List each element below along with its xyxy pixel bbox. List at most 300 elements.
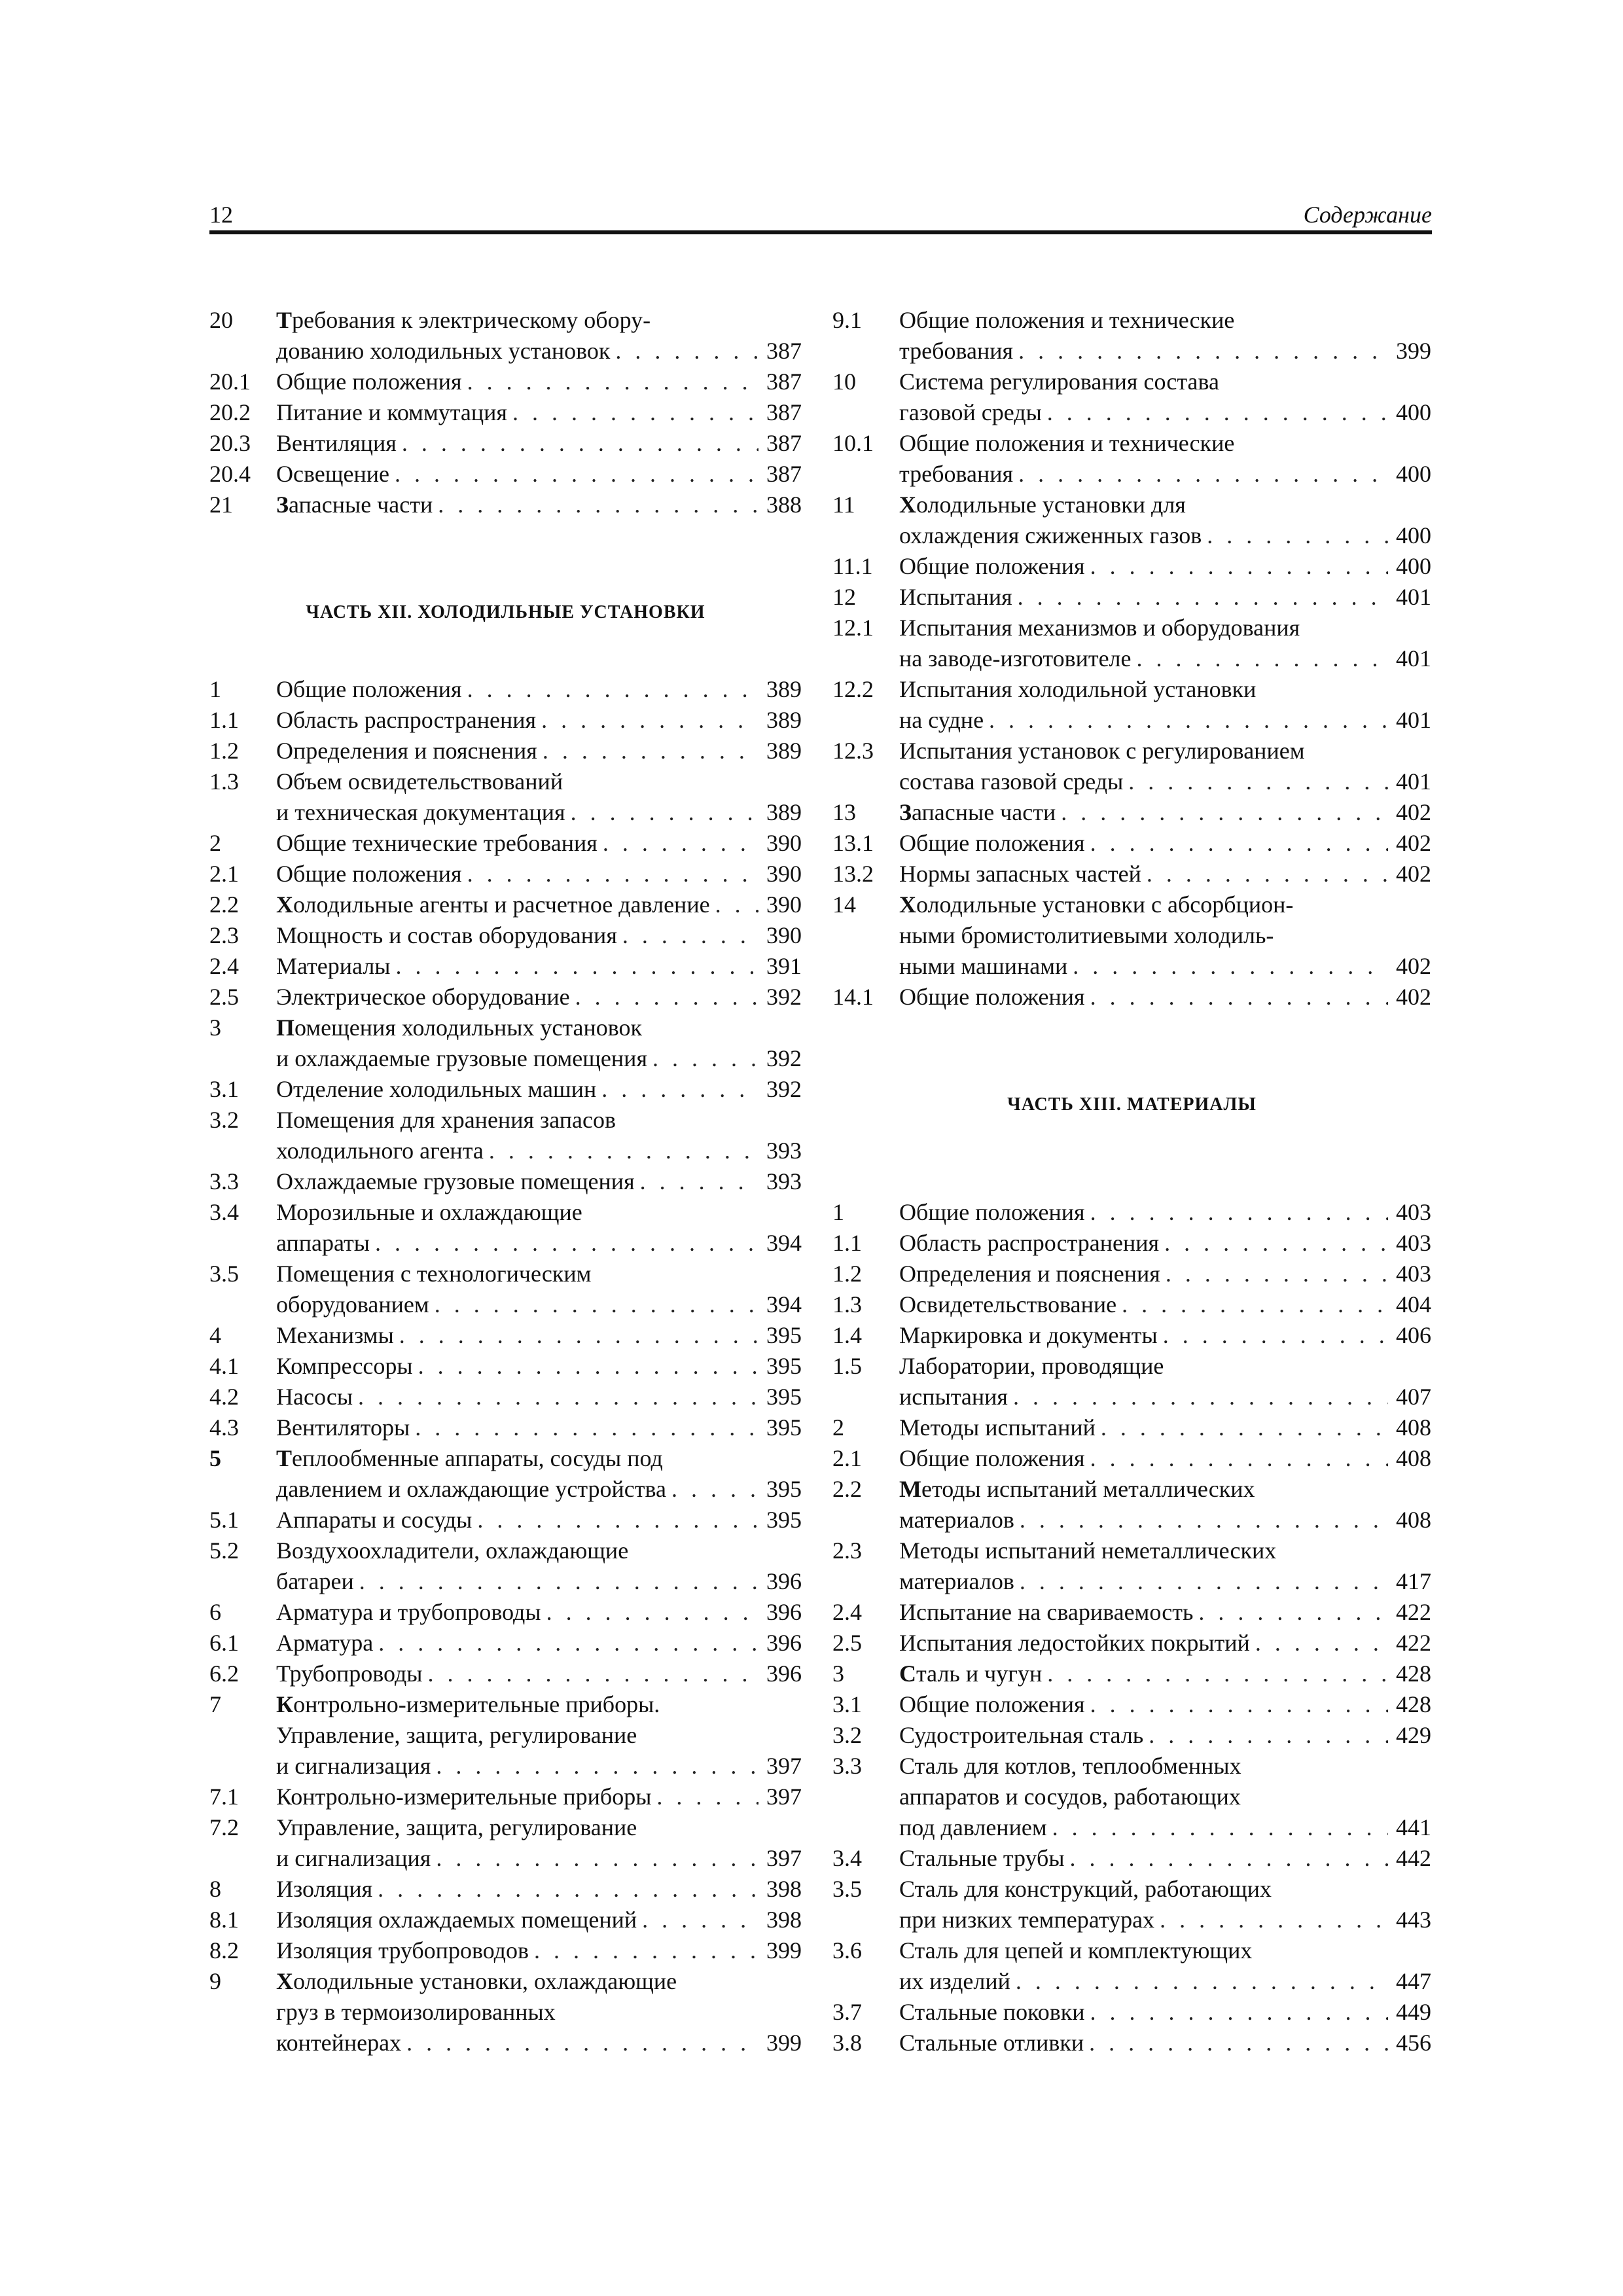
- toc-entry-page: 390: [766, 891, 802, 918]
- toc-entry[interactable]: [832, 982, 1431, 1013]
- toc-leader-dots: [570, 982, 758, 1013]
- toc-entry-text: Методы испытаний металлических: [899, 1476, 1255, 1502]
- toc-entry-page: 398: [766, 1907, 802, 1933]
- toc-entry-page: 391: [766, 953, 802, 979]
- toc-entry-title-line: [899, 1874, 1388, 1905]
- toc-entry-text: Общие положения: [899, 984, 1085, 1010]
- toc-entry-number: 1: [209, 676, 221, 702]
- toc-entry-title-line: [276, 1905, 758, 1935]
- toc-entry-number: 2: [209, 830, 221, 856]
- initial-letter: З: [276, 492, 289, 518]
- toc-entry-page: 395: [766, 1353, 802, 1379]
- toc-entry[interactable]: [209, 1812, 802, 1874]
- toc-leader-dots: [1202, 520, 1388, 551]
- toc-entry-title: [276, 1689, 758, 1782]
- toc-entry[interactable]: [209, 920, 802, 951]
- toc-entry[interactable]: [209, 1320, 802, 1351]
- toc-entry-text: и охлаждаемые грузовые помещения: [276, 1045, 647, 1071]
- toc-leader-dots: [1085, 1443, 1388, 1474]
- toc-entry-number: 4.1: [209, 1353, 239, 1379]
- toc-entry-text: материалов: [899, 1568, 1014, 1594]
- toc-leader-dots: [462, 367, 758, 397]
- toc-entry[interactable]: [832, 1197, 1431, 1228]
- toc-entry-title: [276, 305, 758, 367]
- toc-entry-text: и техническая документация: [276, 799, 565, 825]
- toc-entry[interactable]: [209, 1689, 802, 1782]
- toc-entry-page: 401: [1396, 584, 1431, 610]
- toc-leader-dots: [1084, 2028, 1388, 2058]
- toc-entry[interactable]: [832, 613, 1431, 674]
- toc-entry-number: 5.1: [209, 1507, 239, 1533]
- toc-entry-title-line: [276, 1874, 758, 1905]
- toc-entry-title: [276, 1166, 758, 1197]
- toc-entry-title-line: [276, 920, 758, 951]
- toc-entry[interactable]: [209, 982, 802, 1013]
- toc-entry-title-line: [899, 2028, 1388, 2058]
- toc-entry-number: 11: [832, 492, 855, 518]
- toc-entry[interactable]: [832, 1628, 1431, 1659]
- toc-entry-title-line: [276, 1628, 758, 1659]
- toc-entry[interactable]: [209, 1628, 802, 1659]
- toc-entry-text: Область распространения: [276, 707, 537, 733]
- toc-entry[interactable]: [209, 1197, 802, 1259]
- initial-letter: С: [899, 1660, 916, 1687]
- toc-entry-text: охлаждения сжиженных газов: [899, 522, 1202, 548]
- toc-entry[interactable]: [832, 1289, 1431, 1320]
- toc-entry[interactable]: [209, 828, 802, 859]
- toc-entry-page: 429: [1396, 1722, 1431, 1748]
- toc-entry[interactable]: [832, 797, 1431, 828]
- toc-entry[interactable]: [209, 397, 802, 428]
- toc-entry[interactable]: [832, 1935, 1431, 1997]
- toc-entry[interactable]: [209, 1382, 802, 1412]
- toc-entry-number: 3.8: [832, 2030, 862, 2056]
- toc-entry[interactable]: [832, 1535, 1431, 1597]
- toc-entry-text: Общие положения: [899, 1445, 1085, 1471]
- spacer: [832, 1136, 1431, 1197]
- toc-entry-title: [899, 551, 1388, 582]
- toc-entry[interactable]: [832, 305, 1431, 367]
- header-rule: [209, 230, 1432, 234]
- toc-entry-title: [276, 1905, 758, 1935]
- running-head: Содержание: [1303, 202, 1432, 228]
- toc-leader-dots: [1085, 828, 1388, 859]
- toc-entry-page: 456: [1396, 2030, 1431, 2056]
- toc-entry-title-line: [899, 551, 1388, 582]
- toc-entry-title-line: [276, 1597, 758, 1628]
- toc-entry-page: 387: [766, 338, 802, 364]
- toc-entry-text: Воздухоохладители, охлаждающие: [276, 1537, 629, 1564]
- toc-entry-text: Общие положения: [899, 1691, 1085, 1717]
- toc-part12-block: [209, 674, 802, 2058]
- toc-entry-page: 447: [1396, 1968, 1431, 1994]
- toc-entry-number: 5: [209, 1445, 221, 1471]
- toc-entry-title-line: [899, 736, 1388, 766]
- toc-entry-page: 443: [1396, 1907, 1431, 1933]
- toc-entry-title-line: [899, 797, 1388, 828]
- toc-entry-title-line: [276, 1197, 758, 1228]
- initial-letter: Х: [276, 891, 293, 918]
- toc-entry-title: [276, 1197, 758, 1259]
- toc-entry-title: [276, 1320, 758, 1351]
- toc-entry[interactable]: [832, 1997, 1431, 2028]
- toc-right-column: [832, 305, 1431, 2058]
- toc-entry-text: Помещения для хранения запасов: [276, 1107, 616, 1133]
- toc-leader-dots: [354, 1566, 758, 1597]
- toc-entry[interactable]: [832, 582, 1431, 613]
- toc-entry[interactable]: [209, 1905, 802, 1935]
- toc-entry-title-line: [899, 1659, 1388, 1689]
- toc-entry[interactable]: [209, 1597, 802, 1628]
- toc-entry-title-line: [276, 1966, 758, 1997]
- toc-entry-page: 428: [1396, 1660, 1431, 1687]
- toc-entry[interactable]: [209, 367, 802, 397]
- toc-entry-page: 402: [1396, 799, 1431, 825]
- toc-entry-text: Стальные трубы: [899, 1845, 1065, 1871]
- toc-leader-dots: [666, 1474, 758, 1505]
- toc-leader-dots: [370, 1228, 758, 1259]
- toc-entry-title-line: [899, 705, 1388, 736]
- toc-entry[interactable]: [832, 1351, 1431, 1412]
- toc-leader-dots: [1065, 1843, 1388, 1874]
- initial-letter: М: [899, 1476, 921, 1502]
- toc-entry[interactable]: [832, 490, 1431, 551]
- toc-entry-text: Маркировка и документы: [899, 1322, 1158, 1348]
- toc-leader-dots: [413, 1351, 758, 1382]
- toc-entry[interactable]: [209, 1013, 802, 1074]
- toc-entry-title: [899, 305, 1388, 367]
- toc-entry-text: Общие положения: [899, 830, 1085, 856]
- toc-entry[interactable]: [209, 1074, 802, 1105]
- toc-entry-text: Вентиляция: [276, 430, 397, 456]
- toc-entry-title-line: [276, 428, 758, 459]
- toc-leader-dots: [984, 705, 1388, 736]
- toc-entry[interactable]: [832, 1659, 1431, 1689]
- toc-entry-number: 20.2: [209, 399, 251, 425]
- page-number: 12: [209, 202, 233, 228]
- toc-entry-number: 3.1: [209, 1076, 239, 1102]
- toc-entry-text: Стальные отливки: [899, 2030, 1084, 2056]
- toc-entry-text: оборудованием: [276, 1291, 429, 1318]
- toc-leader-dots: [1132, 643, 1389, 674]
- toc-leader-dots: [637, 1905, 758, 1935]
- toc-entry-title-line: [899, 1228, 1388, 1259]
- toc-entry-number: 2.2: [832, 1476, 862, 1502]
- toc-entry-title: [899, 1843, 1388, 1874]
- toc-leader-dots: [433, 490, 758, 520]
- toc-entry-title: [899, 674, 1388, 736]
- toc-leader-dots: [394, 1320, 758, 1351]
- toc-entry[interactable]: [209, 490, 802, 520]
- toc-leader-dots: [541, 1597, 758, 1628]
- toc-leader-dots: [1085, 551, 1388, 582]
- toc-entry[interactable]: [832, 367, 1431, 428]
- toc-entry-text: груз в термоизолированных: [276, 1999, 556, 2025]
- toc-leader-dots: [389, 459, 758, 490]
- toc-entry-number: 7.2: [209, 1814, 239, 1840]
- toc-entry-text: Изоляция: [276, 1876, 373, 1902]
- toc-entry-title: [276, 1812, 758, 1874]
- toc-entry-number: 3.2: [832, 1722, 862, 1748]
- toc-entry-text: Трубопроводы: [276, 1660, 423, 1687]
- toc-entry-number: 8.2: [209, 1937, 239, 1964]
- toc-entry-page: 392: [766, 984, 802, 1010]
- toc-entry-number: 2.4: [209, 953, 239, 979]
- toc-entry[interactable]: [832, 2028, 1431, 2058]
- toc-entry-title-line: [899, 459, 1388, 490]
- toc-entry[interactable]: [832, 1228, 1431, 1259]
- toc-entry-title-line: [276, 1659, 758, 1689]
- toc-leader-dots: [1010, 1966, 1388, 1997]
- toc-entry-title-line: [276, 1074, 758, 1105]
- toc-entry[interactable]: [209, 1874, 802, 1905]
- toc-entry-title-line: [276, 1043, 758, 1074]
- toc-entry-title-line: [276, 1382, 758, 1412]
- toc-entry-text: Освидетельствование: [899, 1291, 1117, 1318]
- toc-entry-title: [899, 1720, 1388, 1751]
- toc-entry[interactable]: [832, 1320, 1431, 1351]
- toc-entry-text: требования: [899, 338, 1014, 364]
- toc-entry-text: Испытания: [899, 584, 1012, 610]
- toc-entry-text: Определения и пояснения: [276, 738, 537, 764]
- toc-entry-title-line: [276, 1935, 758, 1966]
- toc-entry[interactable]: [832, 736, 1431, 797]
- toc-leader-dots: [1042, 1659, 1388, 1689]
- toc-entry[interactable]: [832, 1720, 1431, 1751]
- toc-entry-number: 4.3: [209, 1414, 239, 1441]
- toc-entry-title-line: [276, 889, 758, 920]
- toc-entry-text: Испытания механизмов и оборудования: [899, 615, 1300, 641]
- toc-entry-title: [899, 982, 1388, 1013]
- toc-entry-title-line: [899, 1905, 1388, 1935]
- toc-entry[interactable]: [209, 1166, 802, 1197]
- toc-entry[interactable]: [209, 305, 802, 367]
- toc-entry-number: 2.2: [209, 891, 239, 918]
- toc-entry[interactable]: [209, 1659, 802, 1689]
- toc-entry-title: [899, 1751, 1388, 1843]
- toc-entry-text: на заводе-изготовителе: [899, 645, 1132, 672]
- toc-entry-title: [899, 582, 1388, 613]
- toc-entry-title-line: [899, 397, 1388, 428]
- toc-entry-number: 12.1: [832, 615, 874, 641]
- toc-entry-text: Общие технические требования: [276, 830, 597, 856]
- toc-entry[interactable]: [209, 459, 802, 490]
- toc-entry[interactable]: [832, 889, 1431, 982]
- toc-entry[interactable]: [209, 674, 802, 705]
- toc-entry[interactable]: [832, 1474, 1431, 1535]
- toc-entry-number: 2: [832, 1414, 844, 1441]
- toc-entry[interactable]: [209, 1259, 802, 1320]
- toc-entry[interactable]: [832, 828, 1431, 859]
- toc-leader-dots: [1042, 397, 1388, 428]
- toc-entry[interactable]: [209, 1105, 802, 1166]
- toc-leader-dots: [1123, 766, 1388, 797]
- toc-entry-number: 3.3: [209, 1168, 239, 1194]
- initial-letter: Т: [276, 1445, 293, 1471]
- toc-leader-dots: [1085, 1197, 1388, 1228]
- toc-entry[interactable]: [209, 1505, 802, 1535]
- toc-entry-title: [899, 1535, 1388, 1597]
- toc-entry-title-line: [899, 1443, 1388, 1474]
- toc-entry[interactable]: [209, 889, 802, 920]
- toc-entry-title-line: [899, 1505, 1388, 1535]
- toc-entry-title-line: [276, 859, 758, 889]
- toc-entry-title-line: [899, 1382, 1388, 1412]
- toc-entry-page: 389: [766, 676, 802, 702]
- toc-entry-title-line: [899, 859, 1388, 889]
- toc-leader-dots: [401, 2028, 758, 2058]
- toc-entry[interactable]: [209, 766, 802, 828]
- toc-entry[interactable]: [832, 1412, 1431, 1443]
- toc-entry-text: Питание и коммутация: [276, 399, 507, 425]
- toc-entry[interactable]: [832, 428, 1431, 490]
- toc-entry[interactable]: [832, 1597, 1431, 1628]
- toc-entry[interactable]: [209, 1535, 802, 1597]
- toc-entry-title-line: [276, 1812, 758, 1843]
- toc-entry-title-line: [899, 1197, 1388, 1228]
- toc-entry-number: 9: [209, 1968, 221, 1994]
- toc-entry-number: 3.7: [832, 1999, 862, 2025]
- toc-leader-dots: [397, 428, 758, 459]
- toc-leader-dots: [647, 1043, 758, 1074]
- toc-entry-title: [276, 951, 758, 982]
- toc-entry[interactable]: [832, 1874, 1431, 1935]
- toc-entry-title-line: [899, 613, 1388, 643]
- toc-entry-title-line: [276, 367, 758, 397]
- toc-leader-dots: [1013, 336, 1388, 367]
- toc-entry-number: 12: [832, 584, 856, 610]
- toc-entry[interactable]: [209, 428, 802, 459]
- toc-entry-title-line: [899, 1782, 1388, 1812]
- toc-entry-text: холодильного агента: [276, 1138, 484, 1164]
- toc-entry-page: 396: [766, 1599, 802, 1625]
- toc-entry-title-line: [899, 1935, 1388, 1966]
- toc-entry-number: 1: [832, 1199, 844, 1225]
- toc-entry[interactable]: [832, 1443, 1431, 1474]
- toc-entry-title-line: [276, 1782, 758, 1812]
- toc-entry-title: [899, 1197, 1388, 1228]
- toc-entry-number: 1.1: [832, 1230, 862, 1256]
- toc-entry-page: 387: [766, 461, 802, 487]
- toc-leader-dots: [431, 1843, 758, 1874]
- toc-entry-page: 406: [1396, 1322, 1431, 1348]
- toc-entry[interactable]: [209, 859, 802, 889]
- toc-entry[interactable]: [832, 1689, 1431, 1720]
- toc-entry-title-line: [899, 643, 1388, 674]
- toc-leader-dots: [429, 1289, 758, 1320]
- toc-entry-title: [276, 1782, 758, 1812]
- toc-leader-dots: [1193, 1597, 1388, 1628]
- toc-leader-dots: [597, 828, 758, 859]
- toc-entry-title-line: [899, 305, 1388, 336]
- toc-entry-text: материалов: [899, 1507, 1014, 1533]
- toc-leader-dots: [1014, 1566, 1388, 1597]
- toc-entry-text: испытания: [899, 1384, 1008, 1410]
- toc-entry[interactable]: [209, 736, 802, 766]
- toc-entry[interactable]: [832, 551, 1431, 582]
- toc-leader-dots: [1012, 582, 1388, 613]
- toc-entry[interactable]: [209, 1935, 802, 1966]
- toc-entry-number: 3.5: [209, 1261, 239, 1287]
- toc-entry-title: [899, 1443, 1388, 1474]
- toc-leader-dots: [1014, 1505, 1388, 1535]
- toc-entry-text: Отделение холодильных машин: [276, 1076, 597, 1102]
- toc-entry-text: аппараты: [276, 1230, 370, 1256]
- toc-entry-title: [276, 459, 758, 490]
- spacer: [209, 520, 802, 582]
- toc-entry[interactable]: [832, 859, 1431, 889]
- toc-entry-number: 13: [832, 799, 856, 825]
- toc-entry-title: [899, 1474, 1388, 1535]
- toc-entry-number: 2.4: [832, 1599, 862, 1625]
- toc-entry-text: ными машинами: [899, 953, 1068, 979]
- toc-entry[interactable]: [209, 951, 802, 982]
- toc-entry[interactable]: [209, 1782, 802, 1812]
- toc-entry-number: 21: [209, 492, 233, 518]
- toc-entry-page: 397: [766, 1845, 802, 1871]
- toc-entry-title-line: [276, 1166, 758, 1197]
- toc-entry-title-line: [899, 1474, 1388, 1505]
- toc-entry-title-line: [276, 736, 758, 766]
- toc-entry-number: 2.1: [832, 1445, 862, 1471]
- toc-entry-text: Определения и пояснения: [899, 1261, 1160, 1287]
- toc-entry-text: Испытания холодильной установки: [899, 676, 1257, 702]
- toc-leader-dots: [1013, 459, 1388, 490]
- toc-entry-page: 400: [1396, 461, 1431, 487]
- toc-leader-dots: [1067, 951, 1388, 982]
- toc-entry-title: [899, 828, 1388, 859]
- toc-entry-page: 395: [766, 1476, 802, 1502]
- toc-entry-page: 403: [1396, 1261, 1431, 1287]
- toc-entry-title: [276, 1659, 758, 1689]
- toc-entry[interactable]: [209, 1443, 802, 1505]
- toc-entry-title: [899, 1689, 1388, 1720]
- toc-entry[interactable]: [832, 1843, 1431, 1874]
- initial-letter: Т: [276, 307, 293, 333]
- toc-entry-text: Холодильные агенты и расчетное давление: [276, 891, 710, 918]
- toc-entry-title-line: [276, 797, 758, 828]
- toc-entry[interactable]: [209, 1351, 802, 1382]
- toc-entry-number: 5.2: [209, 1537, 239, 1564]
- toc-entry[interactable]: [209, 1966, 802, 2058]
- toc-entry-title-line: [899, 1289, 1388, 1320]
- toc-entry-text: Освещение: [276, 461, 389, 487]
- toc-entry-title: [899, 1935, 1388, 1997]
- toc-entry[interactable]: [832, 1751, 1431, 1843]
- toc-entry-number: 1.3: [209, 768, 239, 795]
- toc-entry-number: 6.1: [209, 1630, 239, 1656]
- toc-entry-title-line: [276, 705, 758, 736]
- toc-entry-number: 10: [832, 368, 856, 395]
- toc-entry-title: [276, 1412, 758, 1443]
- toc-entry-page: 402: [1396, 984, 1431, 1010]
- toc-leader-dots: [1143, 1720, 1388, 1751]
- toc-entry-text: Контрольно-измерительные приборы: [276, 1784, 652, 1810]
- toc-entry[interactable]: [209, 705, 802, 736]
- toc-entry[interactable]: [832, 1259, 1431, 1289]
- toc-entry-text: Морозильные и охлаждающие: [276, 1199, 582, 1225]
- toc-entry-number: 1.2: [209, 738, 239, 764]
- toc-entry[interactable]: [832, 674, 1431, 736]
- toc-entry-title-line: [276, 1105, 758, 1136]
- toc-entry-title-line: [276, 1443, 758, 1474]
- toc-leader-dots: [1160, 1259, 1388, 1289]
- toc-entry-page: 395: [766, 1384, 802, 1410]
- toc-entry[interactable]: [209, 1412, 802, 1443]
- toc-entry-title-line: [899, 428, 1388, 459]
- toc-entry-number: 2.3: [209, 922, 239, 948]
- toc-entry-title: [276, 1628, 758, 1659]
